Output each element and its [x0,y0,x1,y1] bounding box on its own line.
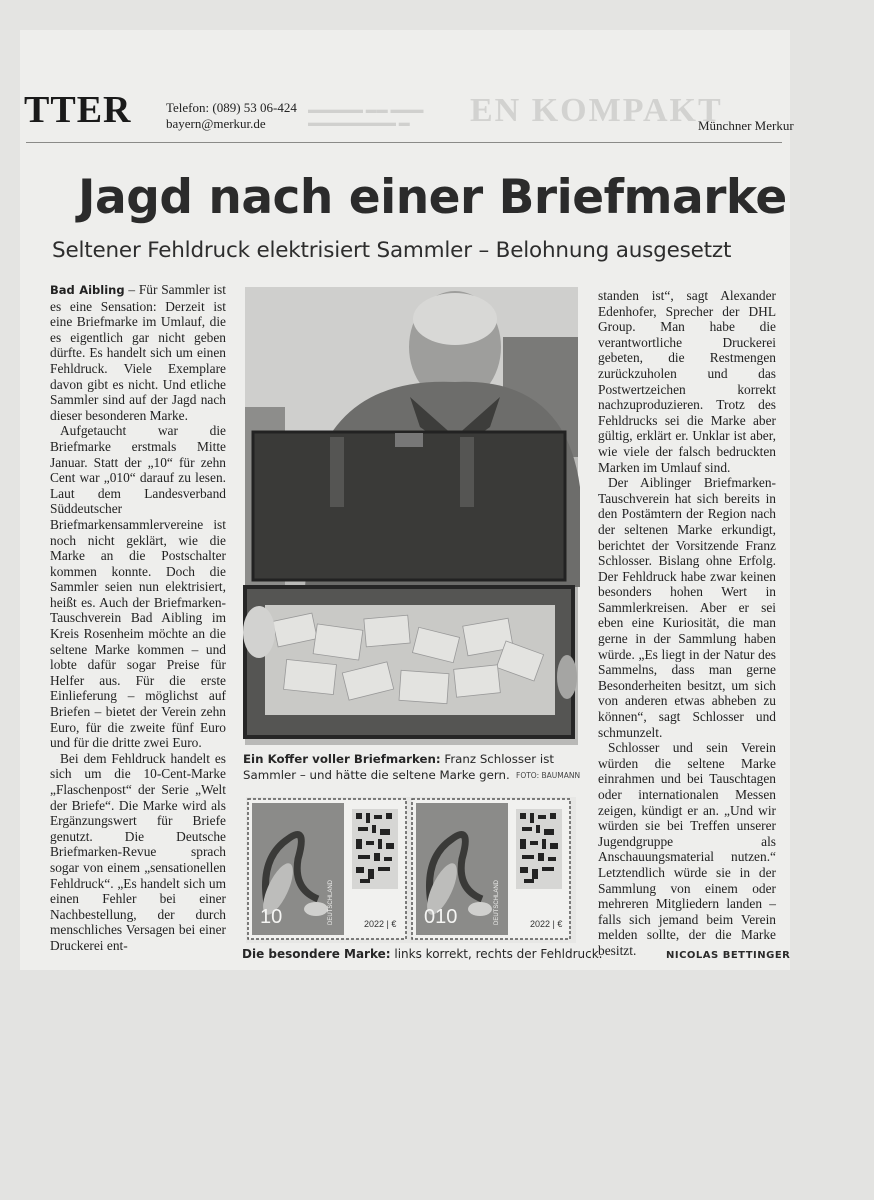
author-byline: NICOLAS BETTINGER [666,950,791,961]
newspaper-name: Münchner Merkur [698,118,794,133]
subheadline: Seltener Fehldruck elektrisiert Sammler – Belohnung ausgesetzt [52,238,732,263]
stamps-caption-lead: Die besondere Marke: [242,947,391,961]
stamp-comparison-image [246,797,576,943]
phone-number: Telefon: (089) 53 06-424 [166,100,297,115]
stamp-correct-year: 2022 | € [364,919,397,929]
bleed-through-text: ▬▬▬▬▬ ▬▬ ▬▬▬ ▬▬▬▬▬▬▬▬ ▬ [308,104,424,129]
bleed-through-heading: EN KOMPAKT [470,92,723,129]
stamp-misprint-country: DEUTSCHLAND [494,879,500,925]
dateline: Bad Aibling [50,283,125,297]
stamp-correct-value: 10 [260,906,283,928]
paragraph: standen ist“, sagt Alexander Edenhofer, Sprecher der DHL Group. Man habe die verantwortliche Druckerei gebeten, die Restmengen zurückzuholen und das Postwertzeichen korrekt nachzuproduzieren. Trotz des Fehldrucks sei die Marke aber gültig, erklärt er. Unklar ist aber, wie viele der falsch bedruckten Marken im Umlauf sind. [598,288,776,475]
paragraph: Aufgetaucht war die Briefmarke erstmals Mitte Januar. Statt der „10“ für zehn Cent war „010“ darauf zu lesen. Laut dem Landesverband Süddeutscher Briefmarkensammlervereine ist noch nicht geklärt, wie die Marke an die Postschalter kommen konnte. Doch die Sammler seien nun elektrisiert, heißt es. Auch der Briefmarken-Tauschverein Bad Aibling im Kreis Rosenheim möchte an die seltene Marke kommen – und lobte dafür sogar Preise für Helfer aus. Für die erste Einlieferung – möglichst auf Briefen – bietet der Verein zehn Euro, für die zweite fünf Euro und für die dritte zwei Euro. [50,423,226,751]
paragraph [50,282,226,423]
article-column-left [50,282,226,954]
section-masthead: TTER [24,89,132,131]
stamp-pair [246,797,576,943]
stamps-caption-text: links korrekt, rechts der Fehldruck. [390,947,603,961]
stamp-misprint-year: 2022 | € [530,919,563,929]
contact-info [166,100,297,132]
article-column-right [598,288,776,959]
header-rule [26,142,782,143]
email-address: bayern@merkur.de [166,116,266,131]
stamps-caption [242,947,602,961]
photo-caption-text: Franz Schlosser ist Sammler – und hätte die seltene Marke gern. [243,752,554,782]
paragraph: Der Aiblinger Briefmarken-Tauschverein hat sich bereits in den Postämtern der Region nach der seltenen Marke erkundigt, berichtet der Vorsitzende Franz Schlosser. Bislang ohne Erfolg. Der Fehldruck habe zwar keinen besonders hohen Wert in Sammlerkreisen. Aber er sei eben eine Kuriosität, die man gerne in der Sammlung haben würde. „Es liegt in der Natur des Sammelns, dass man gerne Besonderheiten besitzt, um sich von anderen etwas abheben zu können“, sagt Schlosser und schmunzelt. [598,475,776,740]
paragraph: Schlosser und sein Verein würden die seltene Marke einrahmen und bei Tauschtagen oder internationalen Messen zeigen, kündigt er an. „Und wir würden sie bei Treffen unserer Jugendgruppe als Anschauungsmaterial nutzen.“ Letztendlich würde sie in der Sammlung von einem oder mehreren Mitgliedern landen – falls sich jemand beim Verein melden sollte, der die Marke besitzt. [598,740,776,958]
paragraph-text: – Für Sammler ist es eine Sensation: Derzeit ist eine Briefmarke im Umlauf, die es eigentlich gar nicht geben dürfte. Es handelt sich um einen Fehldruck. Viele Exemplare davon gibt es nicht. Und etliche Sammler sind auf der Jagd nach dieser besonderen Marke. [50,282,226,423]
photo-caption-lead: Ein Koffer voller Briefmarken: [243,752,441,766]
article-photo [245,287,578,745]
photo-credit: FOTO: BAUMANN [516,771,581,780]
stamp-misprint-value: 010 [424,906,458,928]
blank-lower-margin [0,970,874,1200]
stamp-correct-country: DEUTSCHLAND [328,879,334,925]
photo-collector-with-suitcase [245,287,578,745]
headline: Jagd nach einer Briefmarke [78,170,787,225]
paragraph: Bei dem Fehldruck handelt es sich um die 10-Cent-Marke „Flaschenpost“ der Serie „Welt der Briefe“. Die Marke wird als Ergänzungswert für Briefe genutzt. Die Deutsche Briefmarken-Revue sprach sogar von einem „sensationellen Fehldruck“. „Es handelt sich um einen Fehler bei einer Nachbestellung, der durch menschliches Versagen bei einer Druckerei ent- [50,750,226,953]
